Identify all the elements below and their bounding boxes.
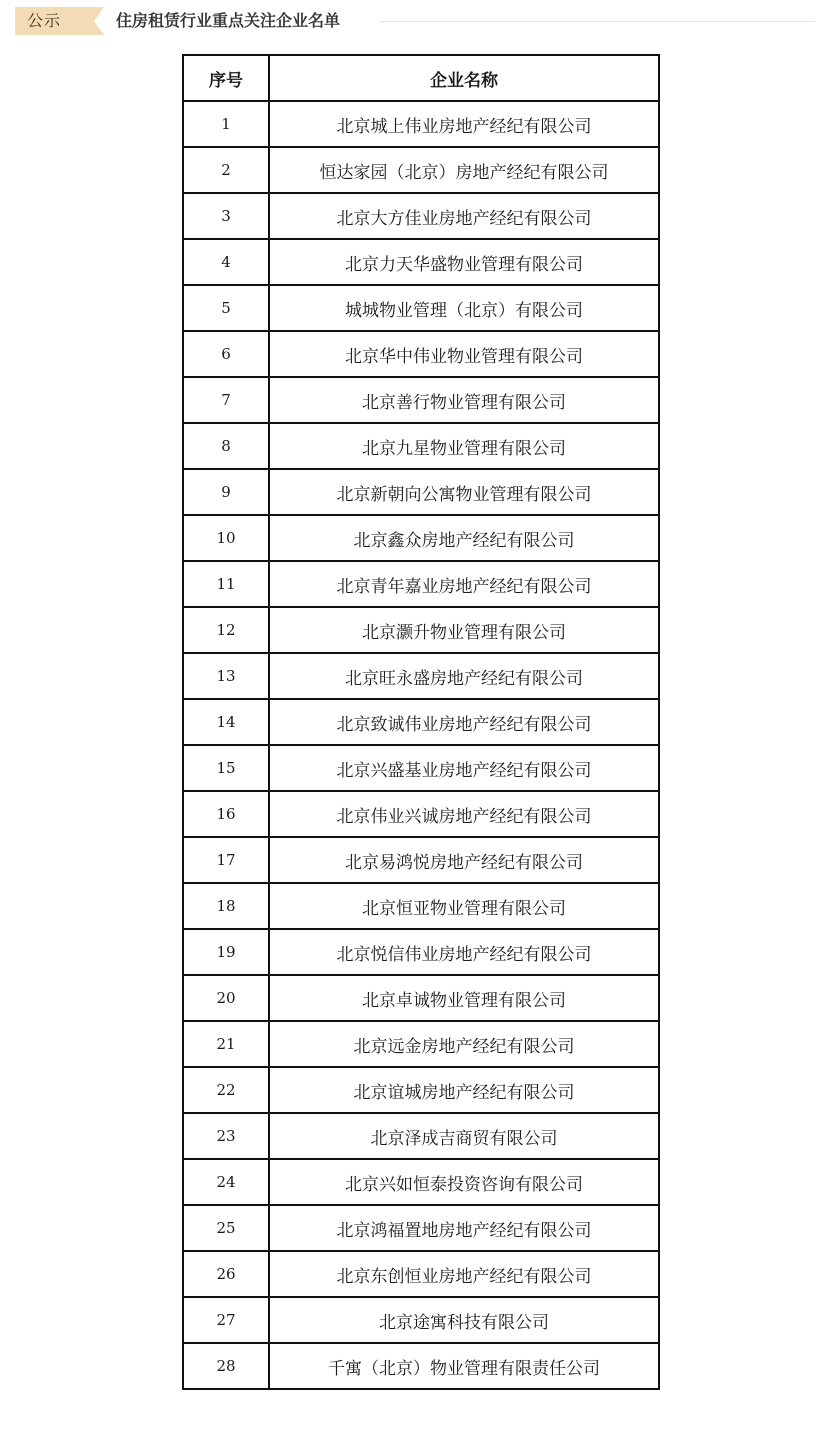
row-company-name-cell: 北京谊城房地产经纪有限公司 <box>269 1067 659 1113</box>
row-company-name-cell: 城城物业管理（北京）有限公司 <box>269 285 659 331</box>
row-company-name-cell: 北京灏升物业管理有限公司 <box>269 607 659 653</box>
row-seq-cell: 3 <box>183 193 269 239</box>
row-seq-cell: 25 <box>183 1205 269 1251</box>
row-seq-cell: 16 <box>183 791 269 837</box>
row-company-name-cell: 北京华中伟业物业管理有限公司 <box>269 331 659 377</box>
table-header-row <box>183 55 659 101</box>
row-seq-cell: 22 <box>183 1067 269 1113</box>
row-seq-cell: 14 <box>183 699 269 745</box>
row-seq-cell: 18 <box>183 883 269 929</box>
row-company-name-cell: 北京易鸿悦房地产经纪有限公司 <box>269 837 659 883</box>
table-row <box>183 975 659 1021</box>
table-row <box>183 1159 659 1205</box>
table-row <box>183 561 659 607</box>
row-company-name-cell: 北京力天华盛物业管理有限公司 <box>269 239 659 285</box>
row-seq-cell: 4 <box>183 239 269 285</box>
row-company-name-cell: 北京城上伟业房地产经纪有限公司 <box>269 101 659 147</box>
table-row <box>183 883 659 929</box>
table-row <box>183 285 659 331</box>
table-row <box>183 1343 659 1389</box>
row-seq-cell: 12 <box>183 607 269 653</box>
row-seq-cell: 5 <box>183 285 269 331</box>
row-company-name-cell: 北京青年嘉业房地产经纪有限公司 <box>269 561 659 607</box>
row-seq-cell: 17 <box>183 837 269 883</box>
table-row <box>183 1021 659 1067</box>
table-row <box>183 469 659 515</box>
row-seq-cell: 27 <box>183 1297 269 1343</box>
row-company-name-cell: 北京兴盛基业房地产经纪有限公司 <box>269 745 659 791</box>
table-row <box>183 377 659 423</box>
row-seq-cell: 26 <box>183 1251 269 1297</box>
row-company-name-cell: 北京鸿福置地房地产经纪有限公司 <box>269 1205 659 1251</box>
row-company-name-cell: 北京善行物业管理有限公司 <box>269 377 659 423</box>
row-company-name-cell: 北京兴如恒泰投资咨询有限公司 <box>269 1159 659 1205</box>
section-header <box>0 0 825 40</box>
table-row <box>183 837 659 883</box>
row-company-name-cell: 北京卓诚物业管理有限公司 <box>269 975 659 1021</box>
table-row <box>183 607 659 653</box>
row-seq-cell: 10 <box>183 515 269 561</box>
row-company-name-cell: 北京途寓科技有限公司 <box>269 1297 659 1343</box>
row-seq-cell: 11 <box>183 561 269 607</box>
row-company-name-cell: 北京致诚伟业房地产经纪有限公司 <box>269 699 659 745</box>
row-company-name-cell: 北京九星物业管理有限公司 <box>269 423 659 469</box>
row-company-name-cell: 北京旺永盛房地产经纪有限公司 <box>269 653 659 699</box>
row-company-name-cell: 北京恒亚物业管理有限公司 <box>269 883 659 929</box>
table-row <box>183 791 659 837</box>
row-seq-cell: 7 <box>183 377 269 423</box>
row-company-name-cell: 北京东创恒业房地产经纪有限公司 <box>269 1251 659 1297</box>
row-company-name-cell: 北京大方佳业房地产经纪有限公司 <box>269 193 659 239</box>
table-row <box>183 331 659 377</box>
table-row <box>183 1205 659 1251</box>
table-row <box>183 1113 659 1159</box>
row-company-name-cell: 北京新朝向公寓物业管理有限公司 <box>269 469 659 515</box>
row-seq-cell: 6 <box>183 331 269 377</box>
column-header-seq: 序号 <box>183 55 269 101</box>
table-row <box>183 239 659 285</box>
row-seq-cell: 21 <box>183 1021 269 1067</box>
header-divider <box>380 21 815 22</box>
row-seq-cell: 28 <box>183 1343 269 1389</box>
table-row <box>183 653 659 699</box>
table-row <box>183 101 659 147</box>
row-company-name-cell: 北京远金房地产经纪有限公司 <box>269 1021 659 1067</box>
row-seq-cell: 9 <box>183 469 269 515</box>
table-row <box>183 515 659 561</box>
column-header-name: 企业名称 <box>269 55 659 101</box>
row-seq-cell: 8 <box>183 423 269 469</box>
table-row <box>183 423 659 469</box>
row-seq-cell: 19 <box>183 929 269 975</box>
table-row <box>183 929 659 975</box>
table-row <box>183 147 659 193</box>
table-body <box>183 101 659 1389</box>
row-seq-cell: 20 <box>183 975 269 1021</box>
row-seq-cell: 24 <box>183 1159 269 1205</box>
row-company-name-cell: 恒达家园（北京）房地产经纪有限公司 <box>269 147 659 193</box>
table-row <box>183 193 659 239</box>
table-row <box>183 745 659 791</box>
section-title: 住房租赁行业重点关注企业名单 <box>116 11 341 30</box>
row-company-name-cell: 北京泽成吉商贸有限公司 <box>269 1113 659 1159</box>
row-seq-cell: 1 <box>183 101 269 147</box>
table-row <box>183 1067 659 1113</box>
row-company-name-cell: 北京鑫众房地产经纪有限公司 <box>269 515 659 561</box>
row-seq-cell: 2 <box>183 147 269 193</box>
row-seq-cell: 15 <box>183 745 269 791</box>
row-company-name-cell: 北京悦信伟业房地产经纪有限公司 <box>269 929 659 975</box>
notice-tag-label: 公示 <box>27 11 62 30</box>
company-list-table <box>182 54 660 1390</box>
table-row <box>183 699 659 745</box>
table-row <box>183 1297 659 1343</box>
row-seq-cell: 23 <box>183 1113 269 1159</box>
table-row <box>183 1251 659 1297</box>
row-company-name-cell: 千寓（北京）物业管理有限责任公司 <box>269 1343 659 1389</box>
row-company-name-cell: 北京伟业兴诚房地产经纪有限公司 <box>269 791 659 837</box>
row-seq-cell: 13 <box>183 653 269 699</box>
